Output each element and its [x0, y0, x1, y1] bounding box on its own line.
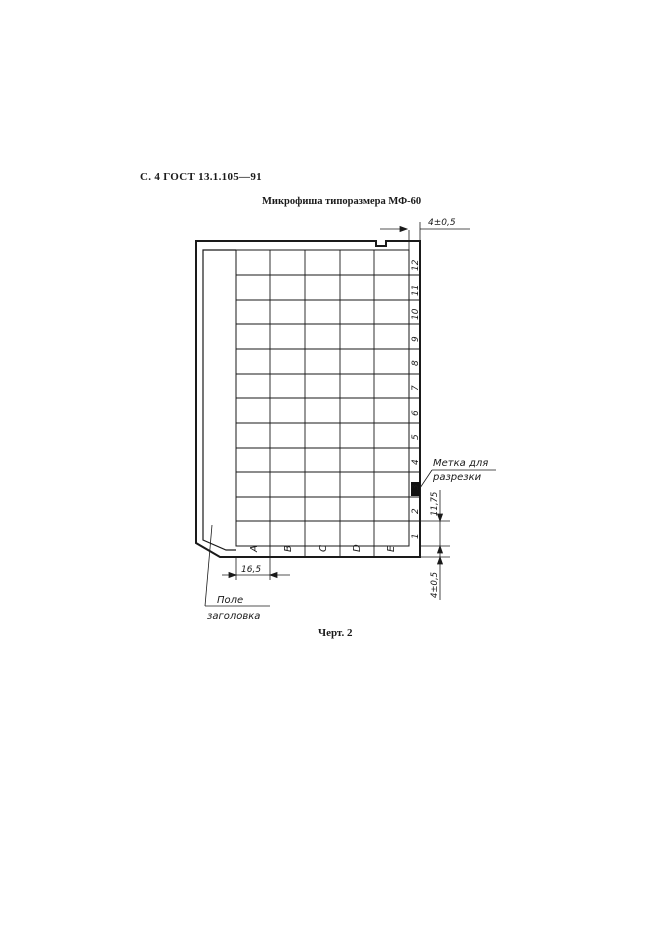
figure-caption: Черт. 2 [318, 627, 353, 639]
row-label-12: 12 [411, 259, 421, 271]
header-field-frame [203, 250, 236, 550]
row-label-1: 1 [411, 533, 421, 539]
grid-column-lines [270, 250, 374, 557]
row-label-9: 9 [411, 336, 421, 342]
row-label-7: 7 [411, 385, 421, 391]
dim-top-tolerance [380, 222, 470, 250]
column-label-b: B [283, 545, 294, 552]
row-label-11: 11 [411, 284, 421, 296]
row-label-3: 3 [411, 484, 421, 490]
row-label-6: 6 [411, 410, 421, 416]
column-label-a: A [249, 545, 260, 552]
row-label-8: 8 [411, 360, 421, 366]
cut-mark-label-line2: разрезки [433, 472, 482, 483]
cut-mark-label-line1: Метка для [433, 458, 489, 469]
column-label-d: D [352, 544, 363, 552]
dim-column-width-label: 16,5 [241, 565, 262, 575]
page-header: С. 4 ГОСТ 13.1.105—91 [140, 171, 262, 183]
figure-title: Микрофиша типоразмера МФ-60 [262, 196, 422, 207]
grid-row-lines [236, 275, 420, 521]
column-label-c: C [318, 545, 329, 552]
row-label-2: 2 [411, 508, 421, 514]
header-field-label-line1: Поле [217, 595, 244, 606]
row-label-10: 10 [411, 308, 421, 320]
dim-top-tolerance-label: 4±0,5 [428, 218, 456, 228]
microfiche-outline [196, 241, 420, 557]
column-label-e: E [386, 545, 397, 552]
dim-row-height-label: 11,75 [430, 491, 440, 516]
row-label-4: 4 [411, 459, 421, 465]
header-field-label-line2: заголовка [207, 611, 261, 622]
dim-bottom-tolerance-label: 4±0,5 [430, 571, 440, 598]
row-label-5: 5 [411, 434, 421, 440]
